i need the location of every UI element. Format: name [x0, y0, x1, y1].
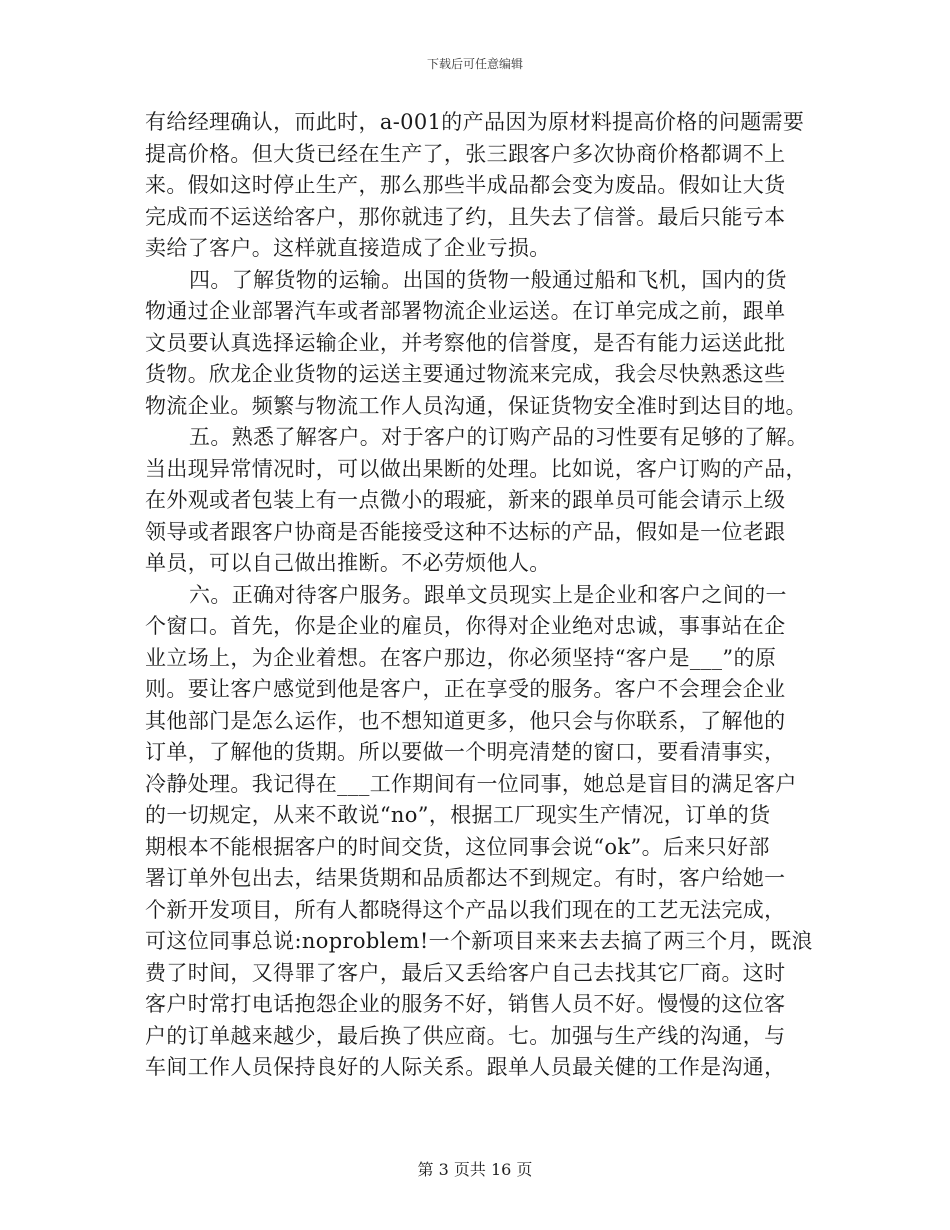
text-line: 当出现异常情况时，可以做出果断的处理。比如说，客户订购的产品， [145, 456, 807, 481]
document-body [145, 107, 813, 1084]
page-number-footer: 第 3 页共 16 页 [417, 1160, 533, 1179]
text-line: 物流企业。频繁与物流工作人员沟通，保证货物安全准时到达目的地。 [145, 393, 807, 418]
text-line: 期根本不能根据客户的时间交货，这位同事会说“ok”。后来只好部 [145, 834, 770, 859]
text-line: 户的订单越来越少，最后换了供应商。七。加强与生产线的沟通，与 [145, 1023, 786, 1048]
text-line: 卖给了客户。这样就直接造成了企业亏损。 [145, 236, 551, 260]
text-line: 完成而不运送给客户，那你就违了约，且失去了信誉。最后只能亏本 [145, 204, 786, 229]
text-line: 其他部门是怎么运作，也不想知道更多，他只会与你联系，了解他的 [145, 708, 786, 733]
text-line: 个新开发项目，所有人都晓得这个产品以我们现在的工艺无法完成， [145, 897, 786, 922]
text-line: 来。假如这时停止生产，那么那些半成品都会变为废品。假如让大货 [145, 173, 786, 197]
paragraph-start-line: 五。熟悉了解客户。对于客户的订购产品的习性要有足够的了解。 [189, 425, 809, 449]
text-line: 的一切规定，从来不敢说“no”，根据工厂现实生产情况，订单的货 [145, 803, 771, 827]
text-line: 则。要让客户感觉到他是客户，正在享受的服务。客户不会理会企业 [145, 677, 786, 701]
text-line: 署订单外包出去，结果货期和品质都达不到规定。有时，客户给她一 [145, 866, 786, 890]
text-line: 文员要认真选择运输企业，并考察他的信誉度，是否有能力运送此批 [145, 330, 786, 355]
text-line: 车间工作人员保持良好的人际关系。跟单人员最关健的工作是沟通， [145, 1055, 786, 1079]
text-line: 客户时常打电话抱怨企业的服务不好，销售人员不好。慢慢的这位客 [145, 992, 786, 1016]
text-line: 货物。欣龙企业货物的运送主要通过物流来完成，我会尽快熟悉这些 [145, 362, 786, 386]
text-line: 冷静处理。我记得在___工作期间有一位同事，她总是盲目的满足客户 [145, 771, 797, 796]
text-line: 个窗口。首先，你是企业的雇员，你得对企业绝对忠诚，事事站在企 [145, 614, 786, 638]
text-line: 费了时间，又得罪了客户，最后又丢给客户自己去找其它厂商。这时 [145, 960, 786, 985]
paragraph-start-line: 四。了解货物的运输。出国的货物一般通过船和飞机，国内的货 [189, 267, 787, 292]
page-header: 下载后可任意编辑 [426, 57, 523, 71]
paragraph-start-line: 六。正确对待客户服务。跟单文员现实上是企业和客户之间的一 [189, 582, 787, 607]
text-line: 业立场上，为企业着想。在客户那边，你必须坚持“客户是___”的原 [145, 645, 777, 670]
text-line: 有给经理确认，而此时，a-001的产品因为原材料提高价格的问题需要 [145, 110, 805, 134]
text-line: 领导或者跟客户协商是否能接受这种不达标的产品，假如是一位老跟 [145, 519, 786, 544]
text-line: 在外观或者包装上有一点微小的瑕疵，新来的跟单员可能会请示上级 [145, 488, 786, 512]
text-line: 物通过企业部署汽车或者部署物流企业运送。在订单完成之前，跟单 [145, 299, 786, 323]
text-line: 订单，了解他的货期。所以要做一个明亮清楚的窗口，要看清事实， [145, 740, 786, 764]
text-line: 单员，可以自己做出推断。不必劳烦他人。 [145, 551, 551, 575]
text-line: 可这位同事总说:noproblem!一个新项目来来去去搞了两三个月，既浪 [145, 929, 813, 953]
text-line: 提高价格。但大货已经在生产了，张三跟客户多次协商价格都调不上 [145, 141, 786, 166]
